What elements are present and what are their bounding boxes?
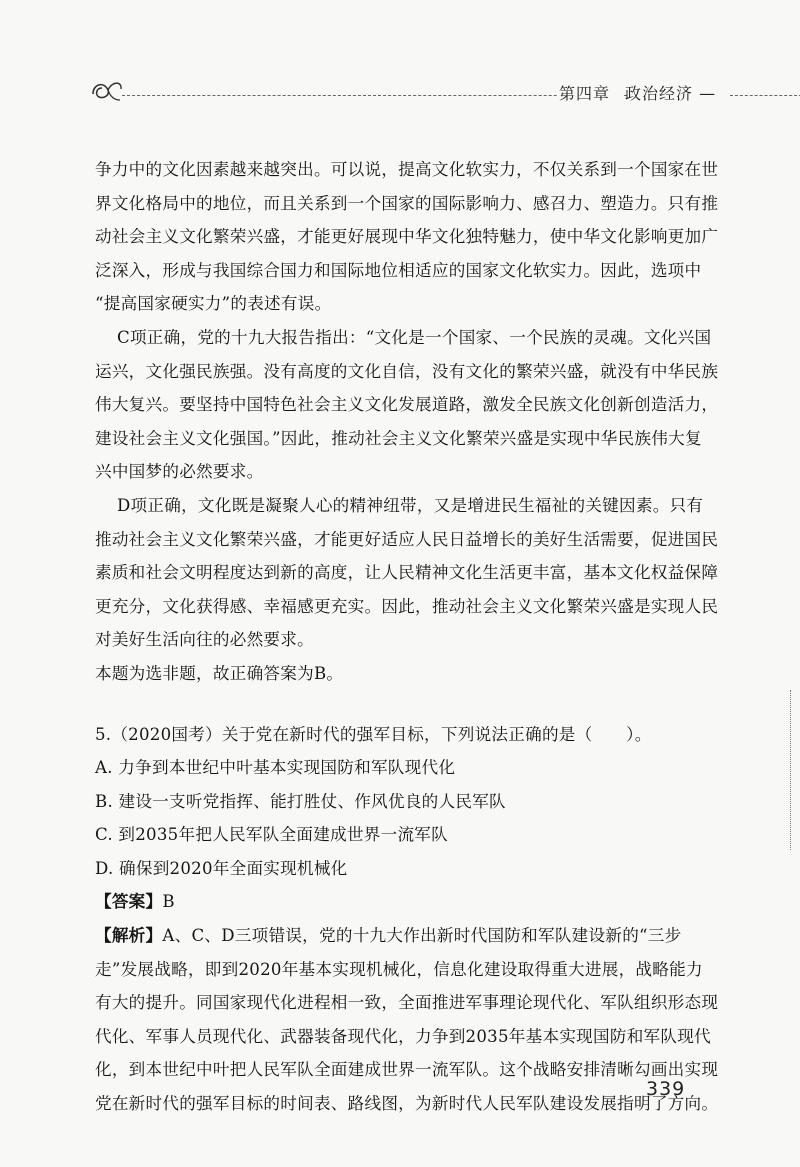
- option-c: C. 到2035年把人民军队全面建成世界一流军队: [95, 825, 448, 845]
- option-d: D. 确保到2020年全面实现机械化: [95, 858, 348, 878]
- paragraph-3-line-1: D项正确，文化既是凝聚人心的精神纽带，又是增进民生福祉的关键因素。只有: [117, 495, 704, 515]
- analysis-line-2: 走”发展战略，即到2020年基本实现机械化，信息化建设取得重大进展，战略能力: [95, 959, 703, 979]
- option-b: B. 建设一支听党指挥、能打胜仗、作风优良的人民军队: [95, 791, 506, 811]
- analysis-line-4: 代化、军事人员现代化、武器装备现代化，力争到2035年基本实现国防和军队现代: [95, 1026, 711, 1046]
- paragraph-1-line-5: “提高国家硬实力”的表述有误。: [95, 294, 332, 314]
- paragraph-2-line-1: C项正确，党的十九大报告指出：“文化是一个国家、一个民族的灵魂。文化兴国: [117, 327, 712, 347]
- option-a: A. 力争到本世纪中叶基本实现国防和军队现代化: [95, 758, 456, 778]
- paragraph-1-line-1: 争力中的文化因素越来越突出。可以说，提高文化软实力，不仅关系到一个国家在世: [95, 160, 719, 179]
- paragraph-2-line-4: 建设社会主义文化强国。”因此，推动社会主义文化繁荣兴盛是实现中华民族伟大复: [95, 428, 702, 448]
- page-header: [82, 72, 800, 112]
- analysis-line-3: 有大的提升。同国家现代化进程相一致，全面推进军事理论现代化、军队组织形态现: [95, 993, 719, 1013]
- paragraph-1-line-3: 动社会主义文化繁荣兴盛，才能更好展现中华文化独特魅力，使中华文化影响更加广: [95, 227, 719, 247]
- paragraph-3-line-4: 更充分，文化获得感、幸福感更充实。因此，推动社会主义文化繁荣兴盛是实现人民: [95, 596, 719, 616]
- analysis-text-1: A、C、D三项错误，党的十九大作出新时代国防和军队建设新的“三步: [162, 926, 682, 946]
- answer-label: 【答案】: [95, 891, 163, 912]
- question-gap: [95, 691, 713, 718]
- page-number: 339: [646, 1078, 686, 1100]
- paragraph-2-line-3: 伟大复兴。要坚持中国特色社会主义文化发展道路，激发全民族文化创新创造活力，: [95, 395, 719, 415]
- leaf-decoration-icon: [90, 76, 124, 102]
- paragraph-1-line-4: 泛深入，形成与我国综合国力和国际地位相适应的国家文化软实力。因此，选项中: [95, 260, 702, 280]
- paragraph-2-line-2: 运兴，文化强民族强。没有高度的文化自信，没有文化的繁荣兴盛，就没有中华民族: [95, 361, 719, 381]
- header-title: 政治经济 —: [625, 84, 717, 103]
- answer-line: [95, 885, 713, 919]
- paragraph-2: [95, 321, 719, 489]
- page-content: [95, 153, 719, 1121]
- header-rule-left: [122, 95, 627, 96]
- answer-value: B: [162, 892, 175, 912]
- paragraph-1-line-2: 界文化格局中的地位，而且关系到一个国家的国际影响力、感召力、塑造力。只有推: [95, 193, 719, 213]
- analysis-line-6: 党在新时代的强军目标的时间表、路线图，为新时代人民军队建设发展指明了方向。: [95, 1094, 719, 1114]
- conclusion-line: 本题为选非题，故正确答案为B。: [95, 663, 344, 683]
- paragraph-3-line-5: 对美好生活向往的必然要求。: [95, 630, 314, 650]
- question-text: 5.（2020国考）关于党在新时代的强军目标，下列说法正确的是（ ）。: [95, 724, 652, 744]
- paragraph-1: [95, 153, 719, 321]
- analysis-label: 【解析】: [95, 925, 163, 946]
- analysis-line-5: 化，到本世纪中叶把人民军队全面建成世界一流军队。这个战略安排清晰勾画出实现: [95, 1060, 719, 1080]
- paragraph-2-line-5: 兴中国梦的必然要求。: [95, 462, 264, 482]
- header-rule-right: [730, 95, 800, 96]
- scan-edge-mark: [790, 690, 793, 850]
- paragraph-3-line-3: 素质和社会文明程度达到新的高度，让人民精神文化生活更丰富，基本文化权益保障: [95, 563, 719, 583]
- paragraph-3: [95, 489, 719, 657]
- analysis-line-1: [95, 919, 713, 953]
- header-chapter: 第四章: [557, 81, 624, 104]
- paragraph-3-line-2: 推动社会主义文化繁荣兴盛，才能更好适应人民日益增长的美好生活需要，促进国民: [95, 529, 719, 549]
